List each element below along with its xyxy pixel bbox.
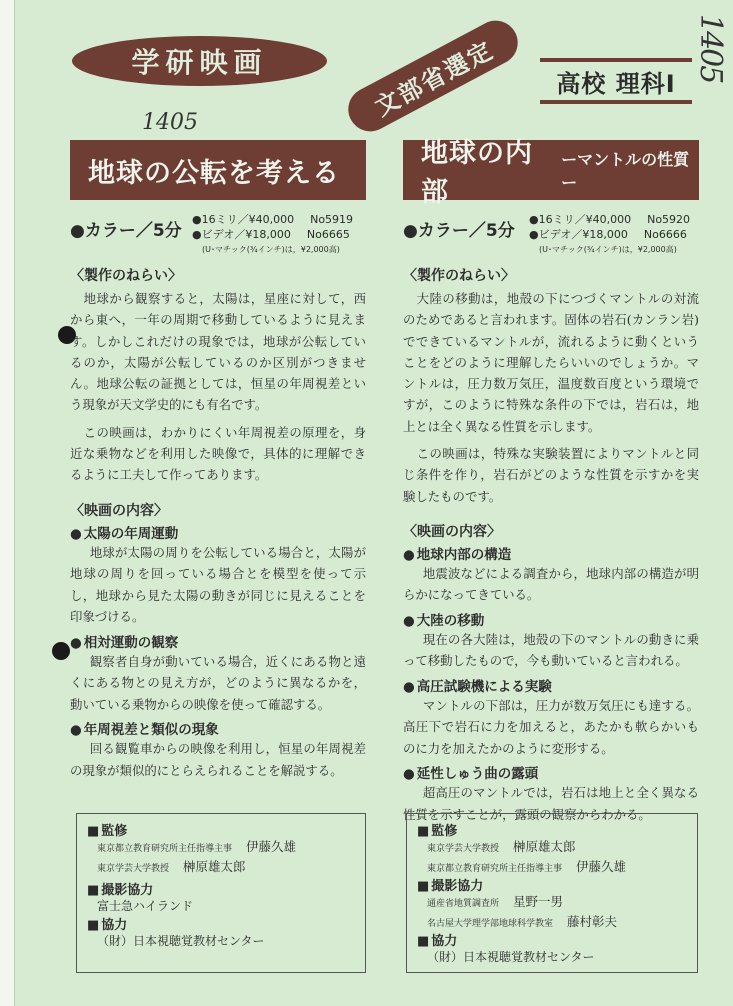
price-list xyxy=(192,212,353,257)
catalog-no-video: No6665 xyxy=(306,228,350,241)
catalog-no-video: No6666 xyxy=(643,228,687,241)
credit-title: 通産省地質調査所 xyxy=(427,899,500,909)
film-title: 地球の内部 xyxy=(421,138,533,208)
credit-title: 東京都立教育研究所主任指導主事 xyxy=(427,864,563,874)
aim-heading: 〈製作のねらい〉 xyxy=(70,268,182,284)
color-length: ●カラー／5分 xyxy=(70,221,182,241)
credit-heading: ■ 撮影協力 xyxy=(417,880,687,893)
film-title-bar xyxy=(403,138,699,208)
page-edge xyxy=(0,0,15,1006)
content-item-title: ● 太陽の年周運動 xyxy=(70,522,366,542)
umatic-note: (U･マチック(¾インチ)は，¥2,000高) xyxy=(202,245,340,254)
credits-box xyxy=(406,813,698,973)
credit-name: 伊藤久雄 xyxy=(576,859,627,874)
subject-label: 高校 理科Ⅰ xyxy=(540,58,692,104)
credit-person xyxy=(417,915,687,931)
price-16mm: ●16ミリ／¥40,000 xyxy=(192,213,295,226)
credit-title: 東京都立教育研究所主任指導主事 xyxy=(97,844,233,854)
aim-paragraph: 地球から観察すると，太陽は，星座に対して，西から東へ，一年の周期で移動しているように見えます。しかしこれだけの現象では，地球が公転しているのか，太陽が公転しているのか区別がつきません。地球公転の証拠としては，恒星の年周視差という現象が天文学史的にも有名です。 xyxy=(70,291,366,413)
film-title-bar xyxy=(70,140,366,200)
credit-heading: ■ 協力 xyxy=(87,919,355,932)
credit-name: 伊藤久雄 xyxy=(246,839,297,854)
content-item-body: 超高圧のマントルでは，岩石は地上と全く異なる性質を示すことが，露頭の観察からわかる。 xyxy=(403,785,699,822)
credit-person xyxy=(87,840,355,856)
film-specs xyxy=(70,212,366,257)
credits-box xyxy=(76,813,366,973)
content-item-title: ● 地球内部の構造 xyxy=(403,543,699,563)
credit-org: 富士急ハイランド xyxy=(97,899,194,913)
color-length: ●カラー／5分 xyxy=(403,221,515,241)
credit-name: 星野一男 xyxy=(513,894,564,909)
credit-heading: ■ 監修 xyxy=(87,825,355,838)
aim-paragraph: 大陸の移動は，地殻の下につづくマントルの対流のためであると言われます。固体の岩石(カンラン岩)でできているマントルが，流れるように動くということをどのように理解したらいいのでしょうか。マントルは，圧力数万気圧，温度数百度という環境ですが，このように特殊な条件の下では，岩石は，地上とは全く異なる性質を示します。 xyxy=(403,291,699,434)
credit-heading: ■ 監修 xyxy=(417,825,687,838)
credit-heading: ■ 協力 xyxy=(417,935,687,948)
content-item-title: ● 大陸の移動 xyxy=(403,609,699,629)
umatic-note: (U･マチック(¾インチ)は，¥2,000高) xyxy=(539,245,677,254)
credit-person xyxy=(417,895,687,911)
credit-title: 東京学芸大学教授 xyxy=(427,844,500,854)
content-item-title: ● 年周視差と類似の現象 xyxy=(70,718,366,738)
film-specs xyxy=(403,212,699,257)
aim-paragraph: この映画は，特殊な実験装置によりマントルと同じ条件を作り，岩石がどのような性質を示すかを実験したものです。 xyxy=(403,446,699,504)
credit-person xyxy=(87,860,355,876)
catalog-no-16mm: No5920 xyxy=(647,213,691,226)
credit-title: 東京学芸大学教授 xyxy=(97,864,170,874)
content-item-body: 観察者自身が動いている場合，近くにある物と遠くにある物との見え方が，どのように異なるかを，動いている乗物からの映像を使って確認する。 xyxy=(70,653,366,712)
credit-person xyxy=(417,840,687,856)
price-video: ●ビデオ／¥18,000 xyxy=(192,228,291,241)
credit-person xyxy=(417,860,687,876)
content-item-title: ● 高圧試験機による実験 xyxy=(403,675,699,695)
price-video: ●ビデオ／¥18,000 xyxy=(529,228,628,241)
content-item-title: ● 延性しゅう曲の露頭 xyxy=(403,762,699,782)
catalog-no-16mm: No5919 xyxy=(310,213,354,226)
ministry-selected-badge: 文部省選定 xyxy=(341,13,526,139)
price-16mm: ●16ミリ／¥40,000 xyxy=(529,213,632,226)
credit-org: （財）日本視聴覚教材センター xyxy=(427,950,595,964)
film-subtitle: ーマントルの性質ー xyxy=(561,150,690,192)
content-heading: 〈映画の内容〉 xyxy=(403,523,501,540)
content-item-title: ● 相対運動の観察 xyxy=(70,631,366,651)
punch-hole xyxy=(52,642,70,660)
handwritten-number: 1405 xyxy=(142,110,198,135)
price-list xyxy=(529,212,690,257)
credit-name: 榊原雄太郎 xyxy=(513,839,576,854)
film-title: 地球の公転を考える xyxy=(88,157,340,189)
film-column xyxy=(70,140,366,784)
handwritten-number-side: 1405 xyxy=(693,14,728,83)
content-item-body: マントルの下部は，圧力が数万気圧にも達する。高圧下で岩石に力を加えると，あたかも軟らかいものに力を加えたかのように変形する。 xyxy=(403,697,699,756)
content-item-body: 回る観覧車からの映像を利用し，恒星の年周視差の現象が類似的にとらえられることを解説する。 xyxy=(70,741,366,778)
content-item-body: 地球が太陽の周りを公転している場合と，太陽が地球の周りを回っている場合とを模型を使って示し，地球から見た太陽の動きが同じに見えることを印象づける。 xyxy=(70,544,366,625)
credit-name: 榊原雄太郎 xyxy=(183,859,246,874)
film-column xyxy=(403,140,699,828)
aim-paragraph: この映画は，わかりにくい年周視差の原理を，身近な乗物などを利用した映像で，具体的に理解できるように工夫して作ってあります。 xyxy=(70,424,366,483)
content-heading: 〈映画の内容〉 xyxy=(70,502,168,519)
content-item-body: 地震波などによる調査から，地球内部の構造が明らかになってきている。 xyxy=(403,565,699,603)
credit-org: （財）日本視聴覚教材センター xyxy=(97,934,265,948)
content-item-body: 現在の各大陸は，地殻の下のマントルの動きに乗って移動したもので，今も動いていると言われる。 xyxy=(403,631,699,669)
credit-heading: ■ 撮影協力 xyxy=(87,884,355,897)
credit-name: 藤村彰夫 xyxy=(567,914,618,929)
aim-heading: 〈製作のねらい〉 xyxy=(403,268,515,284)
brand-logo: 学研映画 xyxy=(72,36,327,86)
credit-title: 名古屋大学理学部地球科学教室 xyxy=(427,919,554,929)
